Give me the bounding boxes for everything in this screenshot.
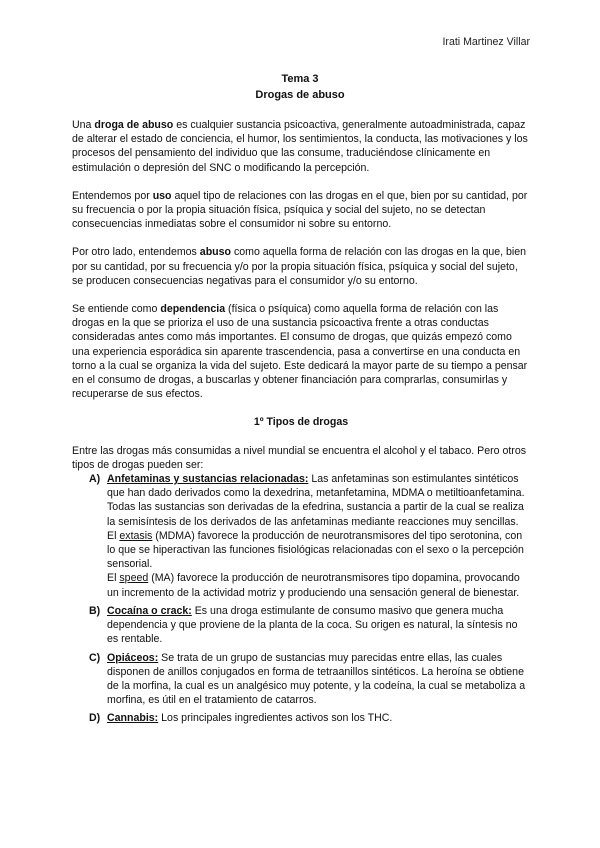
list-term: Anfetaminas y sustancias relacionadas: [107, 473, 309, 486]
list-subparagraph: El extasis (MDMA) favorece la producción de neurotransmisores del tipo serotonina, con lo que se hiperactivan las funciones fisiológicas relacionadas con el sexo o la percepción sensorial. [107, 529, 524, 571]
list-term: Opiáceos: [107, 651, 159, 664]
paragraph-abuso: Por otro lado, entendemos abuso como aquella forma de relación con las drogas en la que, bien por su cantidad, por su frecuencia y/o por la propia situación física, psíquica y social del sujeto, se producen consecuencias negativas para el consumidor y/o su entorno. [72, 246, 527, 287]
term-speed: speed [119, 572, 149, 585]
list-marker: A) [89, 473, 101, 486]
list-item: D) Cannabis: Los principales ingredientes activos son los THC. [89, 712, 393, 725]
list-subparagraph: El speed (MA) favorece la producción de neurotransmisores tipo dopamina, provocando un incremento de la actividad motriz y produciendo una sensación general de bienestar. [107, 572, 520, 599]
list-term: Cannabis: [107, 712, 159, 725]
term-extasis: extasis [119, 529, 153, 542]
paragraph-droga-de-abuso: Una droga de abuso es cualquier sustancia psicoactiva, generalmente autoadministrada, capaz de alterar el estado de conciencia, el humor, los sentimientos, la conducta, las motivaciones y los procesos del pensamiento del individuo que las consume, traduciéndose clínicamente en estimulación o depresión del SNC o modificando la percepción. [72, 119, 528, 174]
term-uso: uso [152, 189, 172, 202]
title-line-subject: Drogas de abuso [255, 89, 345, 101]
term-dependencia: dependencia [160, 303, 226, 316]
paragraph-dependencia: Se entiende como dependencia (física o psíquica) como aquella forma de relación con las drogas en la que se prioriza el uso de una sustancia psicoactiva frente a otras conductas consideradas antes como más importantes. El consumo de drogas, que quizás empezó como una experiencia esporádica sin aparente trascendencia, pasa a convertirse en una conducta en torno a la cual se organiza la vida del sujeto. Este dedicará la mayor parte de su tiempo a pensar en el consumo de drogas, a buscarlas y obtener financiación para comprarlas, consumirlas y recuperarse de sus efectos. [72, 303, 528, 401]
term-abuso: abuso [199, 246, 231, 259]
list-term: Cocaína o crack: [107, 604, 192, 617]
list-item: A) Anfetaminas y sustancias relacionadas: Las anfetaminas son estimulantes sintéticos que han dado derivados como la dexedrina, metanfetamina, MDMA o metiltioanfetamina. Todas las sustancias son derivadas de la efedrina, sustancia a partir de la cual se realiza la semisíntesis de los derivados de las anfetaminas mediante reacciones muy sencillas. El extasis (MDMA) favorece la producción de neurotransmisores del tipo serotonina, con lo que se hiperactivan las funciones fisiológicas relacionadas con el sexo o la percepción sensorial. El speed (MA) favorece la producción de neurotransmisores tipo dopamina, provocando un incremento de la actividad motriz y produciendo una sensación general de bienestar. [72, 472, 530, 600]
title-line-topic: Tema 3 [281, 73, 319, 85]
section-intro: Entre las drogas más consumidas a nivel mundial se encuentra el alcohol y el tabaco. Pero otros tipos de drogas pueden ser: [72, 444, 527, 471]
list-item: B) Cocaína o crack: Es una droga estimulante de consumo masivo que genera mucha dependencia y que proviene de la planta de la coca. Su origen es natural, la síntesis no es rentable. [89, 604, 518, 646]
term-droga-de-abuso: droga de abuso [94, 119, 174, 131]
drug-types-list [72, 472, 530, 725]
list-marker: D) [89, 712, 101, 725]
list-marker: B) [89, 604, 101, 617]
document-title [0, 71, 600, 103]
document-body [72, 118, 530, 730]
author-name: Irati Martinez Villar [442, 36, 530, 48]
paragraph-uso: Entendemos por uso aquel tipo de relaciones con las drogas en el que, bien por su cantidad, por su frecuencia o por la propia situación física, psíquica y social del sujeto, no se detectan consecuencias inmediatas sobre el consumidor ni sobre su entorno. [72, 189, 528, 231]
list-marker: C) [89, 651, 101, 664]
list-item: C) Opiáceos: Se trata de un grupo de sustancias muy parecidas entre ellas, las cuales disponen de anillos conjugados en forma de tetraanillos sintéticos. La heroína se obtiene de la morfina, la cual es un analgésico muy potente, y la codeína, la cual se metaboliza a morfina, es útil en el tratamiento de catarros. [89, 651, 526, 707]
section-heading: 1º Tipos de drogas [253, 416, 349, 429]
